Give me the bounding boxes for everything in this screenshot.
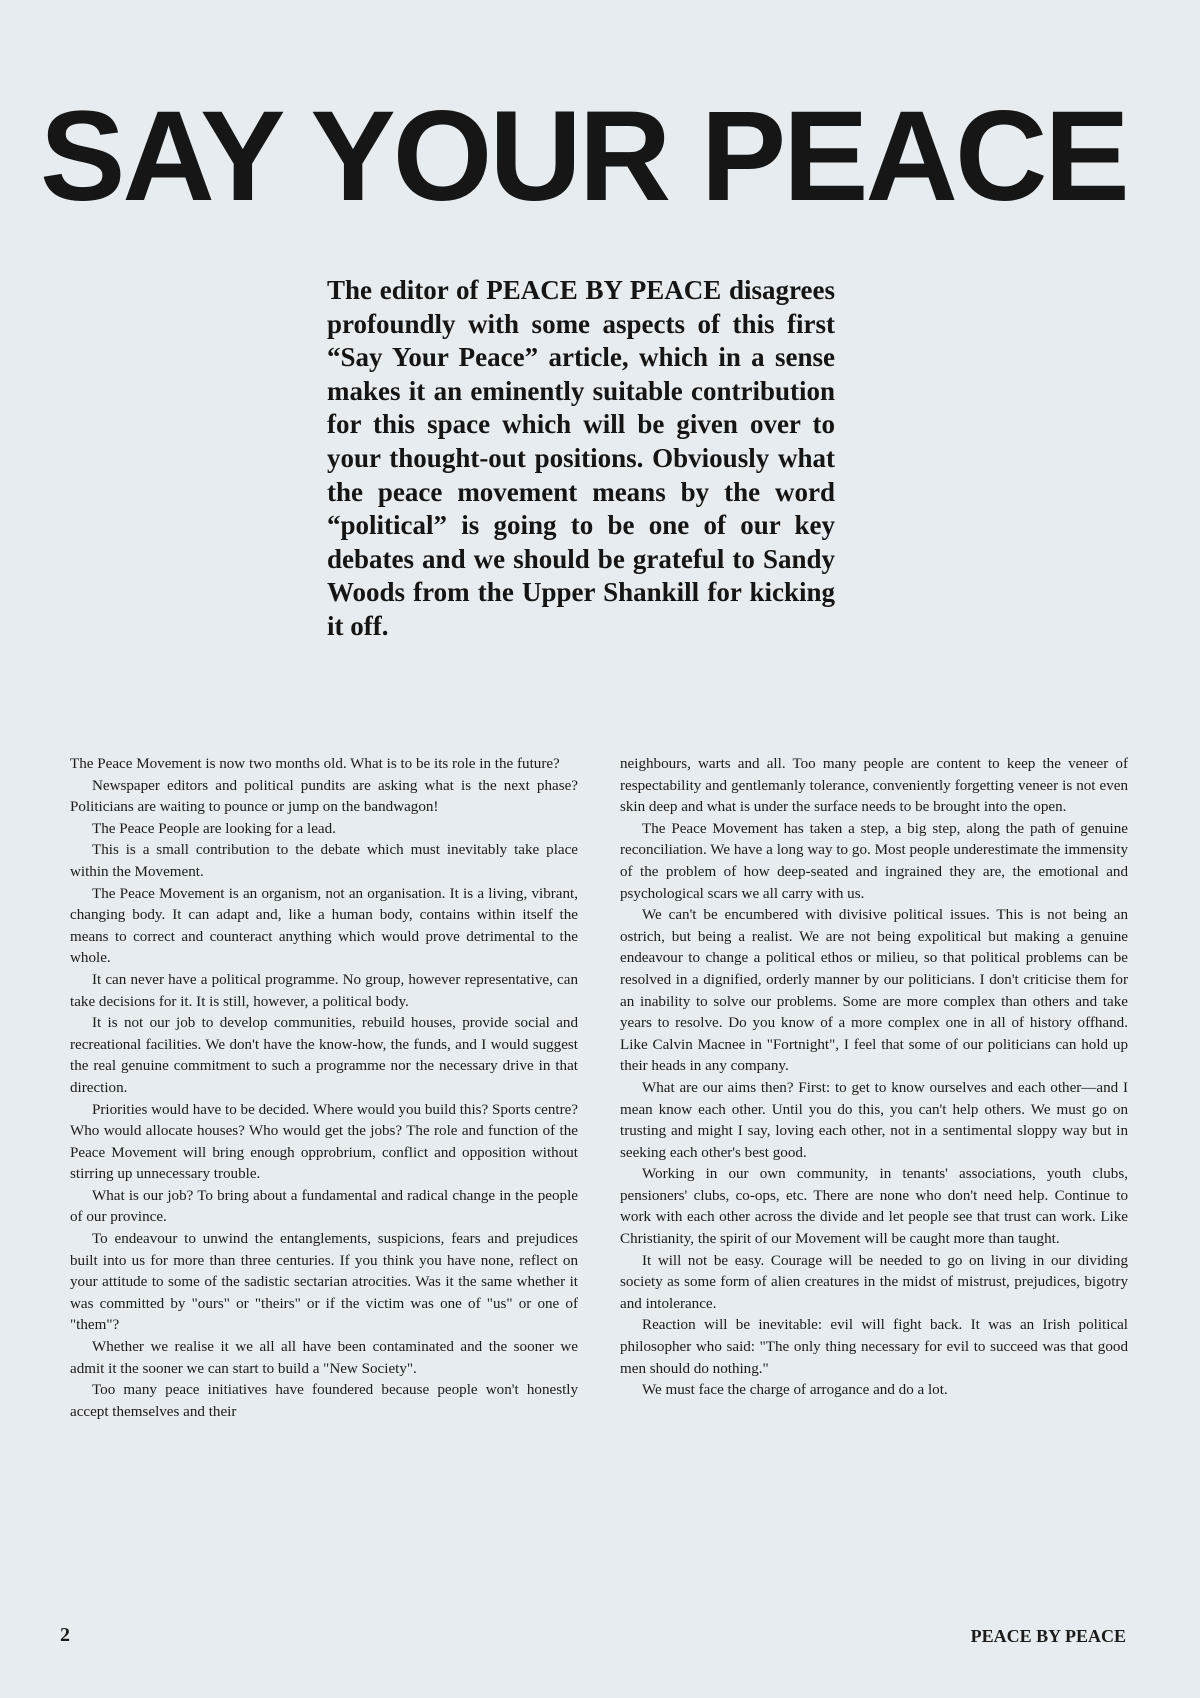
paragraph: Newspaper editors and political pundits are asking what is the next phase? Politicians are waiting to pounce or jump on the bandwagon! <box>70 777 578 816</box>
paragraph: We can't be encumbered with divisive political issues. This is not being an ostrich, but being a realist. We are not being expolitical but making a genuine endeavour to change a political ethos or milieu, so that political problems can be resolved in a dignified, orderly manner by our politicians. I don't criticise them for an inability to solve our problems. Some are more complex than others and take years to resolve. Do you know of a more complex one in all of history offhand. Like Calvin Macnee in "Fortnight", I feel that some of our politicians can hold up their heads in any company. <box>620 907 1128 1075</box>
paragraph: It can never have a political programme. No group, however representative, can take decisions for it. It is still, however, a political body. <box>70 971 578 1010</box>
paragraph: Whether we realise it we all all have been contaminated and the sooner we admit it the sooner we can start to build a "New Society". <box>70 1339 578 1377</box>
paragraph: This is a small contribution to the debate which must inevitably take place within the Movement. <box>70 842 578 880</box>
paragraph: It will not be easy. Courage will be needed to go on living in our dividing society as some form of alien creatures in the midst of mistrust, prejudices, bigotry and intolerance. <box>620 1252 1128 1312</box>
right-column <box>620 754 1128 1423</box>
headline: SAY YOUR PEACE <box>40 85 1127 228</box>
paragraph: neighbours, warts and all. Too many people are content to keep the veneer of respectability and gentlemanly tolerance, conveniently forgetting veneer is not even skin deep and what is under the surface needs to be brought into the open. <box>620 756 1128 816</box>
paragraph: Working in our own community, in tenants' associations, youth clubs, pensioners' clubs, co-ops, etc. There are none who don't need help. Continue to work with each other across the divide and let people see that trust can work. Like Christianity, the spirit of our Movement will be caught more than taught. <box>620 1166 1128 1248</box>
paragraph: The Peace People are looking for a lead. <box>92 820 336 837</box>
page-number: 2 <box>60 1624 70 1646</box>
paragraph: What are our aims then? First: to get to know ourselves and each other—and I mean know each other. Until you do this, you can't help others. We must go on trusting and might I say, loving each other, not in a sentimental sloppy way but in seeking each other's best good. <box>620 1079 1128 1161</box>
paragraph: The Peace Movement is now two months old. What is to be its role in the future? <box>70 756 560 772</box>
paragraph: Too many peace initiatives have foundered because people won't honestly accept themselves and their <box>70 1382 578 1420</box>
editor-standfirst: The editor of PEACE BY PEACE disagrees profoundly with some aspects of this first “Say Your Peace” article, which in a sense makes it an eminently suitable contribution for this space which will be given over to your thought-out positions. Obviously what the peace movement means by the word “political” is going to be one of our key debates and we should be grateful to Sandy Woods from the Upper Shankill for kicking it off. <box>327 275 835 641</box>
left-column <box>70 754 578 1423</box>
paragraph: We must face the charge of arrogance and do a lot. <box>642 1382 948 1399</box>
paragraph: Priorities would have to be decided. Where would you build this? Sports centre? Who would allocate houses? Who would get the jobs? The role and function of the Peace Movement will bring enough opprobrium, conflict and opposition without stirring up unnecessary trouble. <box>70 1101 578 1183</box>
paragraph: The Peace Movement is an organism, not an organisation. It is a living, vibrant, changing body. It can adapt and, like a human body, contains within itself the means to correct and counteract anything which would prove detrimental to the whole. <box>70 885 578 967</box>
paragraph: The Peace Movement has taken a step, a big step, along the path of genuine reconciliation. We have a long way to go. Most people underestimate the immensity of the problem of how deep-seated and ingrained they are, the emotional and psychological scars we all carry with us. <box>620 820 1128 902</box>
paragraph: What is our job? To bring about a fundamental and radical change in the people of our province. <box>70 1187 578 1226</box>
paragraph: To endeavour to unwind the entanglements, suspicions, fears and prejudices built into us for more than three centuries. If you think you have none, reflect on your attitude to some of the sadistic sectarian atrocities. Was it the same whether it was committed by "ours" or "theirs" or if the victim was one of "us" or one of "them"? <box>70 1231 578 1334</box>
paragraph: It is not our job to develop communities, rebuild houses, provide social and recreational facilities. We don't have the know-how, the funds, and I would suggest the real genuine commitment to such a programme nor the necessary drive in that direction. <box>70 1015 578 1096</box>
publication-name: PEACE BY PEACE <box>970 1626 1126 1646</box>
paragraph: Reaction will be inevitable: evil will fight back. It was an Irish political philosopher who said: "The only thing necessary for evil to succeed was that good men should do nothing." <box>620 1317 1128 1377</box>
article-body <box>70 754 1128 1423</box>
